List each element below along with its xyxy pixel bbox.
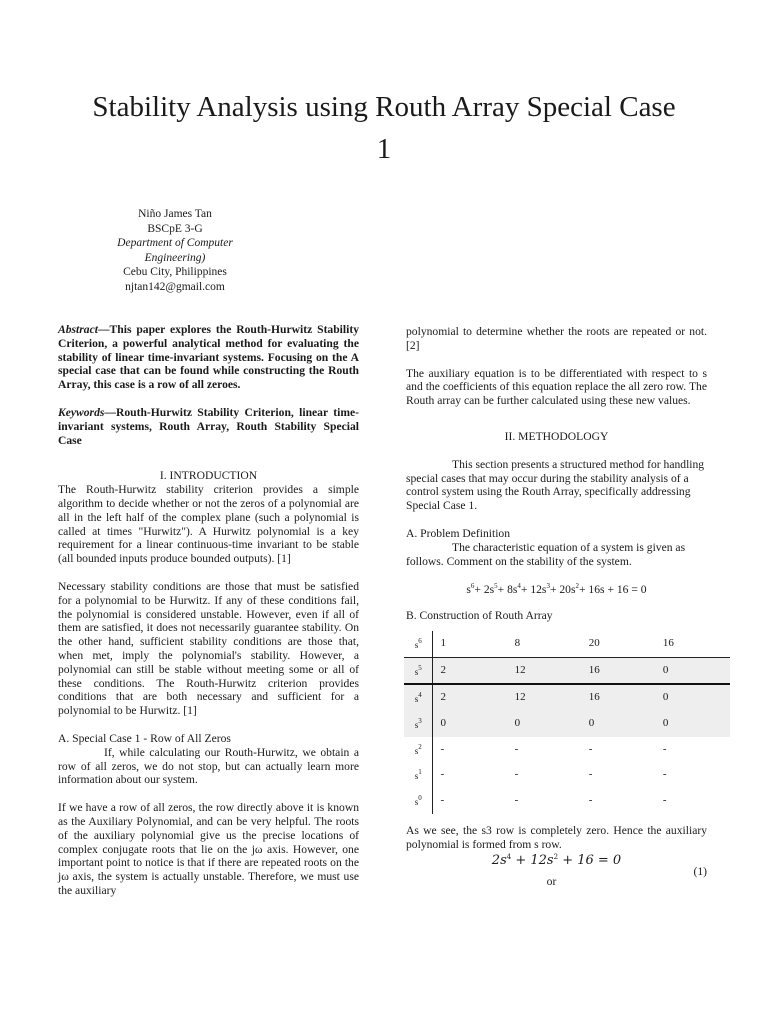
routh-cell: - [662, 768, 667, 781]
routh-cell: 0 [433, 711, 508, 737]
characteristic-equation: $s^6+ 2s^5+ 8s^4+ 12s^3+ 20s^2+ 16s + 16 = 0$ [466, 582, 647, 597]
routh-row-label: $s^3$ [404, 711, 433, 737]
routh-row [404, 762, 730, 788]
routh-cell: - [440, 794, 445, 807]
construction-heading: B. Construction of Routh Array [406, 609, 553, 623]
routh-cell: - [440, 742, 445, 755]
routh-cell: - [588, 794, 593, 807]
author-name: Niño James Tan [138, 208, 212, 220]
left-column [58, 323, 359, 898]
routh-cell: 12 [508, 657, 582, 684]
keywords-label: Keywords [58, 405, 105, 419]
routh-array-table [404, 631, 730, 814]
methodology-heading: II. METHODOLOGY [504, 429, 609, 443]
auxiliary-equation-row [406, 851, 707, 879]
routh-cell: - [514, 794, 519, 807]
routh-cell: - [514, 768, 519, 781]
routh-cell: 0 [656, 711, 730, 737]
special-case-heading: A. Special Case 1 - Row of All Zeros [58, 731, 231, 745]
intro-paragraph-1: The Routh-Hurwitz stability criterion provides a simple algorithm to decide whether or not the zeros of a polynomial are all in the left half of the complex plane (such a polynomial is called at times "Hurwitz"). A Hurwitz polynomial is a key requirement for a linear continuous-time invariant to be stable (all bounded inputs produce bounded outputs). [1] [58, 483, 359, 566]
routh-cell: 16 [582, 684, 656, 711]
routh-cell: - [514, 742, 519, 755]
intro-heading: I. INTRODUCTION [159, 469, 258, 483]
intro-paragraph-3: If, while calculating our Routh-Hurwitz, we obtain a row of all zeros, we do not stop, but can actually learn more information about our system. [58, 745, 359, 787]
author-email: njtan142@gmail.com [125, 280, 225, 293]
routh-cell: 0 [582, 711, 656, 737]
routh-row [404, 631, 730, 657]
continued-paragraph: polynomial to determine whether the roots are repeated or not. [2] [406, 325, 707, 352]
author-section: BSCpE 3-G [147, 222, 203, 235]
routh-row [404, 684, 730, 711]
abstract [58, 323, 359, 392]
problem-heading: A. Problem Definition [406, 526, 511, 540]
problem-paragraph: The characteristic equation of a system is given as follows. Comment on the stability of the system. [406, 540, 686, 568]
paper-title: Stability Analysis using Routh Array Special Case 1 [92, 91, 676, 165]
author-block [100, 207, 250, 294]
routh-cell: 0 [656, 657, 730, 684]
routh-cell: 20 [588, 636, 600, 649]
routh-cell: 2 [433, 657, 508, 684]
routh-cell: 2 [433, 684, 508, 711]
routh-cell: 0 [656, 684, 730, 711]
routh-cell: - [588, 742, 593, 755]
routh-row-label: $s^0$ [404, 788, 433, 814]
author-dept-line1: Department of Computer [117, 237, 233, 249]
auxiliary-equation: $2s^4 + 12s^2 + 16 = 0$ [491, 853, 622, 869]
abstract-text: This paper explores the Routh-Hurwitz Stability Criterion, a powerful analytical method for evaluating the stability of linear time-invariant systems. Focusing on the A special case that can be found while constructing the Routh Array, this case is a row of all zeroes. [58, 323, 359, 392]
routh-row-label: $s^5$ [404, 657, 433, 684]
routh-cell: 0 [508, 711, 582, 737]
keywords [58, 406, 359, 447]
equation-number: (1) [693, 865, 707, 879]
intro-paragraph-2: Necessary stability conditions are those that must be satisfied for a polynomial to be Hurwitz. If any of these conditions fail, the polynomial is considered unstable. However, even if all of them are satisfied, it does not necessarily guarantee stability. On the other hand, sufficient stability conditions are those that, when met, imply the polynomial's stability. However, a polynomial can still be stable without meeting some or all of these conditions. The Routh-Hurwitz criterion provides conditions that are both necessary and sufficient for a polynomial to be Hurwitz. [1] [58, 579, 359, 718]
author-city: Cebu City, Philippines [123, 266, 227, 278]
routh-cell: - [440, 768, 445, 781]
routh-cell: 1 [440, 636, 446, 649]
intro-paragraph-4: If we have a row of all zeros, the row directly above it is known as the Auxiliary Polynomial, and can be very helpful. The roots of the auxiliary polynomial give us the precise locations of complex conjugate roots that lie on the jω axis. However, one important point to notice is that if there are repeated roots on the jω axis, the system is actually unstable. Therefore, we must use the auxiliary [58, 801, 359, 897]
routh-cell: - [662, 794, 667, 807]
routh-row [404, 657, 730, 684]
routh-cell: - [588, 768, 593, 781]
routh-row-label: $s^4$ [404, 684, 433, 711]
routh-cell: 12 [508, 684, 582, 711]
routh-row-label: $s^2$ [404, 737, 433, 763]
routh-row-label: $s^1$ [404, 762, 433, 788]
routh-row [404, 737, 730, 763]
routh-row [404, 711, 730, 737]
author-dept-line2: Engineering) [144, 251, 206, 264]
routh-cell: 16 [582, 657, 656, 684]
right-column [406, 325, 707, 889]
after-table-paragraph: As we see, the s3 row is completely zero. Hence the auxiliary polynomial is formed from s row. [406, 823, 707, 851]
routh-cell: 8 [514, 636, 521, 649]
routh-row-label: $s^6$ [404, 631, 433, 657]
or-text: or [546, 875, 557, 889]
abstract-label: Abstract— [58, 323, 110, 336]
routh-cell: - [662, 742, 667, 755]
routh-cell: 16 [662, 636, 674, 649]
routh-row [404, 788, 730, 814]
keywords-text: —Routh-Hurwitz Stability Criterion, linear time-invariant systems, Routh Array, Routh Stability Special Case [58, 405, 359, 447]
auxiliary-paragraph: The auxiliary equation is to be differentiated with respect to s and the coefficients of this equation replace the all zero row. The Routh array can be further calculated using these new values. [406, 366, 707, 408]
methodology-paragraph: This section presents a structured method for handling special cases that may occur during the stability analysis of a control system using the Routh Array, specifically addressing Special Case 1. [406, 457, 705, 513]
